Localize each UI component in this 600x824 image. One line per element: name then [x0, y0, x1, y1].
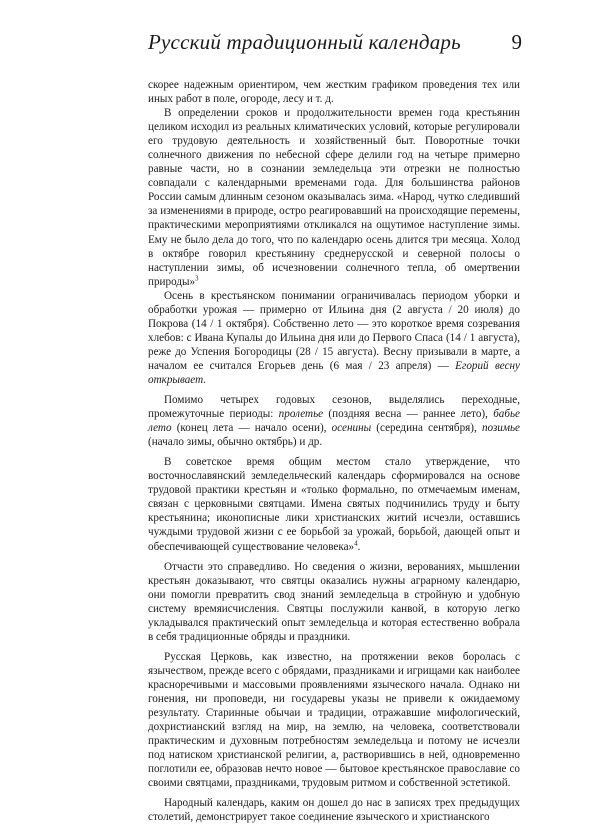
text-run: Русская Церковь, как известно, на протяжении веков боролась с язычеством, прежде всего с обрядами, праздниками и игрищами как наиболее красноречивыми и массовыми проявлениями языческого начала. Однако ни гонения, ни проповеди, ни государевы указы не привели к ожидаемому результату. Старинные обычаи и традиции, отражавшие мифологический, дохристианский взгляд на мир, на землю, на человека, соответствовали практическим и духовным потребностям земледельца и потому не исчезли под натиском христианской религии, а, растворившись в ней, одновременно поглотили ее, образовав нечто новое — бытовое крестьянское православие со своими святцами, праздниками, трудовым ритмом и собственной эстетикой.	[148, 650, 520, 790]
text-run: В определении сроков и продолжительности времен года крестьянин целиком исходил из реальных климатических условий, которые регулировали его трудовую деятельность и хозяйственный быт. Поворотные точки солнечного движения по небесной сфере делили год на четыре примерно равные части, но в сознании земледельца эти отрезки не полностью совпадали с календарными временами года. Для большинства районов России самым длинным сезоном оказывалась зима. «Народ, чутко следивший за изменениями в природе, остро реагировавший на происходящие перемены, практическими мероприятиями откликался на ощутимое наступление зимы. Ему не было дела до того, что по календарю осень длится три месяца. Холод в октябре говорил крестьянину среднерусской и северной полосы о наступлении зимы, об исчезновении солнечного тепла, об омертвении природы»	[148, 107, 520, 288]
italic-term: осенины	[331, 422, 372, 435]
text-run: (середина сентября),	[371, 422, 482, 435]
text-run: (поздняя весна — раннее лето),	[323, 408, 494, 421]
text-run: Отчасти это справедливо. Но сведения о жизни, верованиях, мышлении крестьян доказывают, что святцы оказались нужны аграрному календарю, они помогли превратить свод знаний земледельца в стройную и удобную систему времяисчисления. Святцы послужили канвой, в которую легко укладывался практический опыт земледельца и которая естественно вобрала в себя традиционные обряды и праздники.	[148, 560, 520, 643]
text-run: Народный календарь, каким он дошел до нас в записях трех предыдущих столетий, демонстрирует такое соединение языческого и христианского	[148, 797, 520, 824]
paragraph-p3	[148, 289, 520, 387]
running-title: Русский традиционный календарь	[148, 30, 461, 54]
text-run: В советское время общим местом стало утверждение, что восточнославянский земледельческий календарь сформировался на основе трудовой практики крестьян и «только формально, по отмечаемым именам, связан с церковными святцами. Имена святых подчинились труду и быту крестьянина; иконописные лики христианских житий исчезли, оставшись чуждыми трудовой жизни с ее борьбой за урожай, борьбой, дающей опыт и обеспечивающей существование человека»	[148, 456, 520, 553]
italic-term: пролетье	[278, 408, 324, 421]
page-header	[148, 30, 520, 64]
paragraph-p7	[148, 650, 520, 790]
body-text	[148, 78, 520, 824]
italic-term: бабье лето	[148, 408, 520, 435]
paragraph-p2	[148, 106, 520, 289]
text-run: .	[357, 540, 361, 553]
paragraph-p1	[148, 78, 520, 106]
paragraph-p6	[148, 560, 520, 644]
footnote-ref: 4	[354, 538, 358, 547]
paragraph-p5	[148, 455, 520, 553]
text-run: Осень в крестьянском понимании ограничивалась периодом уборки и обработки урожая — примерно от Ильина дня (2 августа / 20 июля) до Покрова (14 / 1 октября). Собственно лето — это короткое время созревания хлебов: с Ивана Купалы до Ильина дня или до Первого Спаса (14 / 1 августа), реже до Успения Богородицы (28 / 15 августа). Весну призывали в марте, а началом ее считался Егорьев день (6 мая / 23 апреля) —	[148, 289, 520, 372]
text-run: (начало зимы, обычно октябрь) и др.	[148, 436, 323, 449]
italic-term: позимье	[481, 422, 520, 435]
paragraph-p4	[148, 393, 520, 449]
text-run: скорее надежным ориентиром, чем жестким графиком проведения тех или иных работ в поле, огороде, лесу и т. д.	[148, 79, 520, 106]
footnote-ref: 3	[195, 273, 199, 282]
italic-term: Егорий весну открывает.	[148, 359, 520, 386]
paragraph-p8	[148, 796, 520, 824]
text-run: Помимо четырех годовых сезонов, выделялись переходные, промежуточные периоды:	[148, 394, 520, 421]
page-number: 9	[511, 30, 522, 54]
text-run: (конец лета — начало осени),	[171, 422, 332, 435]
